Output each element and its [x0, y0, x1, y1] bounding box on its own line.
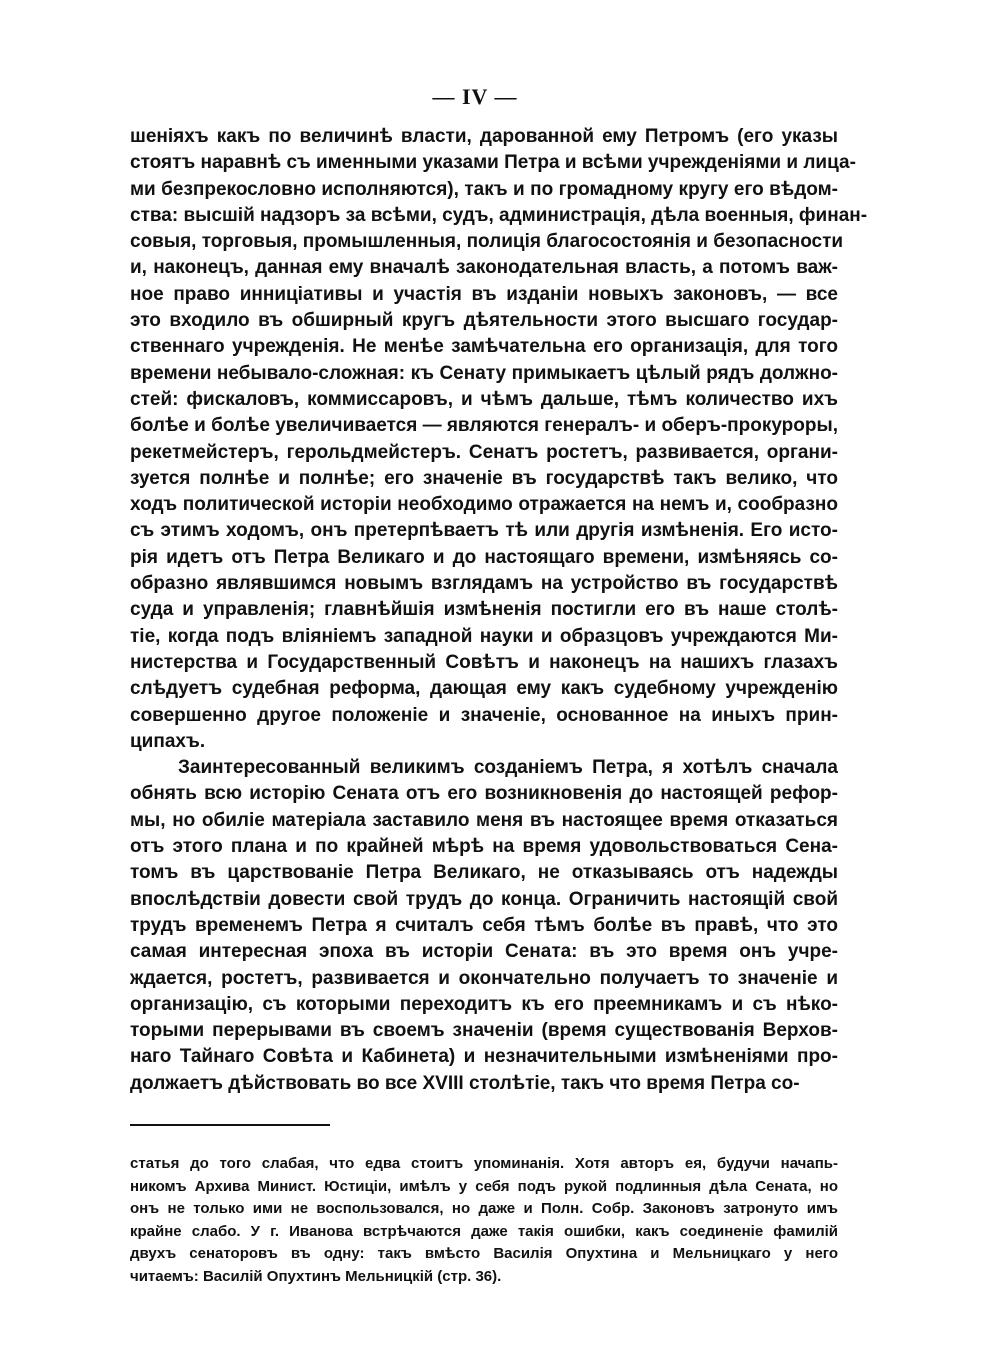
text-line: организацію, съ которыми переходитъ къ его преемникамъ и съ нѣко- — [130, 993, 838, 1015]
text-line: никомъ Архива Минист. Юстиціи, имѣлъ у себя подъ рукой подлинныя дѣла Сената, но — [130, 1177, 838, 1195]
text-line: времени небывало-сложная: къ Сенату примыкаетъ цѣлый рядъ должно- — [130, 362, 838, 384]
text-line: наго Тайнаго Совѣта и Кабинета) и незначительными измѣненіями про- — [130, 1046, 838, 1068]
text-line: ное право инниціативы и участія въ изданіи новыхъ законовъ, — все — [130, 283, 838, 305]
text-line: зуется полнѣе и полнѣе; его значеніе въ государствѣ такъ велико, что — [130, 467, 838, 489]
text-line: статья до того слабая, что едва стоитъ упоминанія. Хотя авторъ ея, будучи начапь- — [130, 1155, 838, 1172]
text-line: образно являвшимся новымъ взглядамъ на устройство въ государствѣ — [130, 573, 838, 595]
text-line: ства: высшій надзоръ за всѣми, судъ, администрація, дѣла военныя, финан- — [130, 204, 868, 226]
text-line: ципахъ. — [130, 730, 206, 752]
page-number: — IV — — [432, 84, 518, 109]
text-line: рія идетъ отъ Петра Великаго и до настоящаго времени, измѣняясь со- — [130, 546, 838, 568]
text-line: крайне слабо. У г. Иванова встрѣчаются даже такія ошибки, какъ соединеніе фамилій — [130, 1222, 838, 1240]
text-line: ми безпрекословно исполняются), такъ и по громадному кругу его вѣдом- — [130, 178, 838, 200]
main-text — [130, 124, 868, 1097]
text-line: и, наконецъ, данная ему вначалѣ законодательная власть, а потомъ важ- — [130, 257, 838, 279]
text-line: отъ этого плана и по крайней мѣрѣ на время удовольствоваться Сена- — [130, 836, 838, 858]
text-line: съ этимъ ходомъ, онъ претерпѣваетъ тѣ или другія измѣненія. Его исто- — [130, 520, 838, 542]
text-line: впослѣдствіи довести свой трудъ до конца. Ограничить настоящій свой — [130, 888, 838, 910]
text-line: Заинтересованный великимъ созданіемъ Петра, я хотѣлъ сначала — [178, 757, 838, 779]
text-line: ждается, ростетъ, развивается и окончательно получаетъ то значеніе и — [130, 967, 838, 989]
text-line: болѣе и болѣе увеличивается — являются генералъ- и оберъ-прокуроры, — [130, 415, 838, 437]
text-line: двухъ сенаторовъ въ одну: такъ вмѣсто Василія Опухтина и Мельницкаго у него — [130, 1245, 838, 1263]
text-line: трудъ временемъ Петра я считалъ себя тѣмъ болѣе въ правѣ, что это — [130, 914, 838, 936]
text-line: читаемъ: Василій Опухтинъ Мельницкій (стр. 36). — [130, 1267, 502, 1285]
text-line: суда и управленія; главнѣйшія измѣненія постигли его въ наше столѣ- — [130, 599, 838, 621]
text-line: томъ въ царствованіе Петра Великаго, не отказываясь отъ надежды — [130, 862, 838, 884]
text-line: рекетмейстеръ, герольдмейстеръ. Сенатъ ростетъ, развивается, органи- — [130, 441, 838, 463]
text-line: стоятъ наравнѣ съ именными указами Петра и всѣми учрежденіями и лица- — [130, 152, 856, 174]
footnote — [130, 1153, 838, 1289]
text-line: это входило въ обширный кругъ дѣятельности этого высшаго государ- — [130, 310, 838, 332]
text-line: слѣдуетъ судебная реформа, дающая ему какъ судебному учрежденію — [130, 678, 838, 700]
text-line: нистерства и Государственный Совѣтъ и наконецъ на нашихъ глазахъ — [130, 651, 838, 673]
text-line: самая интересная эпоха въ исторіи Сената: въ это время онъ учре- — [130, 941, 838, 963]
text-line: ственнаго учрежденія. Не менѣе замѣчательна его организація, для того — [130, 336, 838, 358]
text-line: шеніяхъ какъ по величинѣ власти, дарованной ему Петромъ (его указы — [130, 126, 838, 147]
text-line: обнять всю исторію Сената отъ его возникновенія до настоящей рефор- — [130, 783, 838, 805]
text-line: онъ не только ими не воспользовался, но даже и Полн. Собр. Законовъ затронуто имъ — [130, 1200, 838, 1218]
text-line: тіе, когда подъ вліяніемъ западной науки и образцовъ учреждаются Ми- — [130, 625, 838, 647]
footnote-divider — [130, 1124, 330, 1126]
text-line: должаетъ дѣйствовать во все XVIII столѣтіе, такъ что время Петра со- — [130, 1072, 800, 1094]
text-line: торыми перерывами въ своемъ значеніи (время существованія Верхов- — [130, 1020, 838, 1042]
text-line: мы, но обиліе матеріала заставило меня въ настоящее время отказаться — [130, 809, 838, 831]
text-line: стей: фискаловъ, коммиссаровъ, и чѣмъ дальше, тѣмъ количество ихъ — [130, 388, 838, 410]
text-line: совершенно другое положеніе и значеніе, основанное на иныхъ прин- — [130, 704, 838, 726]
text-line: совыя, торговыя, промышленныя, полиція благосостоянія и безопасности — [130, 231, 844, 253]
text-line: ходъ политической исторіи необходимо отражается на немъ и, сообразно — [130, 494, 838, 516]
